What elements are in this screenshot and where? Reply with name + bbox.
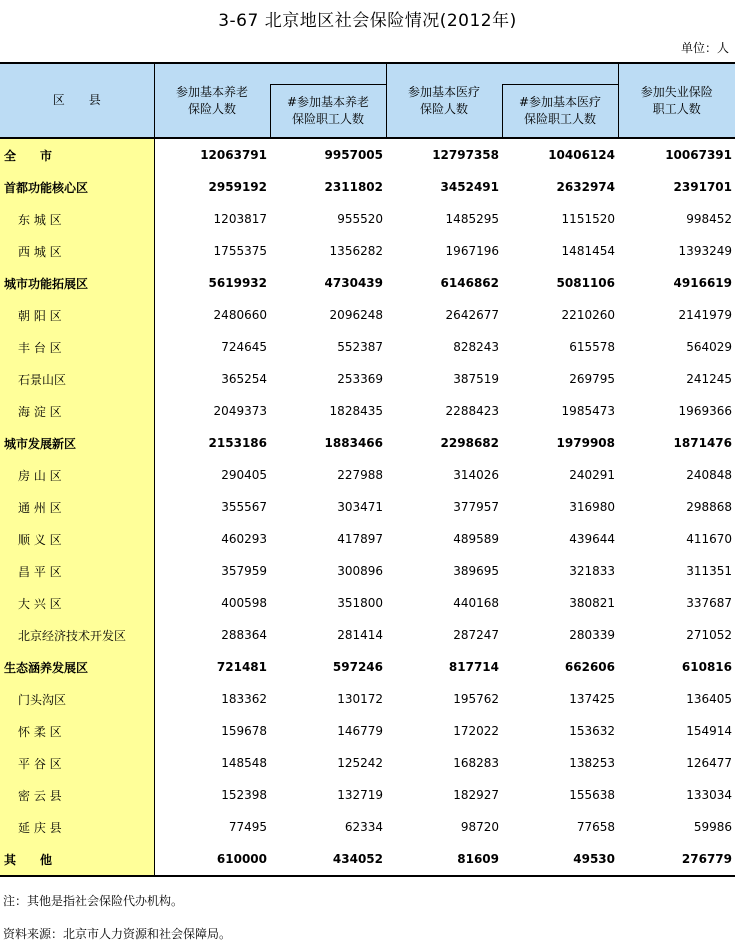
table-row bbox=[0, 331, 735, 363]
pension-workers-count: 597246 bbox=[332, 660, 383, 674]
medical-count: 489589 bbox=[453, 532, 499, 546]
pension-count: 148548 bbox=[221, 756, 267, 770]
pension-count: 12063791 bbox=[200, 148, 267, 162]
unemployment-count: 610816 bbox=[681, 660, 732, 674]
region-name: 顺 义 区 bbox=[0, 523, 154, 555]
medical-workers-count: 439644 bbox=[569, 532, 615, 546]
unemployment-count: 337687 bbox=[686, 596, 732, 610]
table-row bbox=[0, 555, 735, 587]
pension-workers-count: 552387 bbox=[337, 340, 383, 354]
pension-count: 724645 bbox=[221, 340, 267, 354]
medical-workers-count: 1979908 bbox=[556, 436, 615, 450]
pension-workers-count: 1356282 bbox=[329, 244, 383, 258]
region-name: 密 云 县 bbox=[0, 779, 154, 811]
pension-workers-count: 9957005 bbox=[324, 148, 383, 162]
table-row bbox=[0, 683, 735, 715]
pension-workers-count: 303471 bbox=[337, 500, 383, 514]
insurance-table bbox=[0, 62, 735, 877]
region-name: 城市功能拓展区 bbox=[0, 267, 154, 299]
unemployment-count: 241245 bbox=[686, 372, 732, 386]
table-row bbox=[0, 267, 735, 299]
medical-count: 2298682 bbox=[440, 436, 499, 450]
unemployment-count: 998452 bbox=[686, 212, 732, 226]
header-unemployment: 参加失业保险 职工人数 bbox=[618, 63, 735, 138]
unemployment-count: 1969366 bbox=[678, 404, 732, 418]
table-row bbox=[0, 459, 735, 491]
pension-count: 1755375 bbox=[213, 244, 267, 258]
medical-workers-count: 155638 bbox=[569, 788, 615, 802]
pension-count: 2480660 bbox=[213, 308, 267, 322]
region-name: 延 庆 县 bbox=[0, 811, 154, 843]
pension-workers-count: 2311802 bbox=[324, 180, 383, 194]
table-row bbox=[0, 171, 735, 203]
medical-count: 2642677 bbox=[445, 308, 499, 322]
medical-workers-count: 2632974 bbox=[556, 180, 615, 194]
pension-workers-count: 227988 bbox=[337, 468, 383, 482]
medical-workers-count: 1985473 bbox=[561, 404, 615, 418]
header-medical: 参加基本医疗 保险人数 bbox=[386, 63, 502, 138]
medical-workers-count: 1151520 bbox=[561, 212, 615, 226]
table-row bbox=[0, 363, 735, 395]
pension-count: 460293 bbox=[221, 532, 267, 546]
medical-workers-count: 321833 bbox=[569, 564, 615, 578]
pension-workers-count: 132719 bbox=[337, 788, 383, 802]
medical-count: 12797358 bbox=[432, 148, 499, 162]
medical-workers-count: 240291 bbox=[569, 468, 615, 482]
medical-count: 195762 bbox=[453, 692, 499, 706]
table-row bbox=[0, 523, 735, 555]
medical-count: 6146862 bbox=[440, 276, 499, 290]
medical-count: 182927 bbox=[453, 788, 499, 802]
unemployment-count: 10067391 bbox=[665, 148, 732, 162]
medical-workers-count: 10406124 bbox=[548, 148, 615, 162]
pension-count: 610000 bbox=[154, 843, 270, 876]
pension-workers-count: 434052 bbox=[270, 843, 386, 876]
region-name: 生态涵养发展区 bbox=[0, 651, 154, 683]
medical-count: 440168 bbox=[453, 596, 499, 610]
medical-workers-count: 269795 bbox=[569, 372, 615, 386]
medical-count: 389695 bbox=[453, 564, 499, 578]
pension-workers-count: 62334 bbox=[344, 820, 383, 834]
pension-count: 1203817 bbox=[213, 212, 267, 226]
unemployment-count: 1871476 bbox=[673, 436, 732, 450]
unemployment-count: 276779 bbox=[618, 843, 735, 876]
pension-count: 2959192 bbox=[208, 180, 267, 194]
region-name: 城市发展新区 bbox=[0, 427, 154, 459]
table-row bbox=[0, 491, 735, 523]
table-row bbox=[0, 651, 735, 683]
region-name: 平 谷 区 bbox=[0, 747, 154, 779]
medical-count: 98720 bbox=[460, 820, 499, 834]
pension-count: 288364 bbox=[221, 628, 267, 642]
unemployment-count: 240848 bbox=[686, 468, 732, 482]
unemployment-count: 154914 bbox=[686, 724, 732, 738]
pension-count: 365254 bbox=[221, 372, 267, 386]
table-row bbox=[0, 747, 735, 779]
table-row bbox=[0, 779, 735, 811]
table-row bbox=[0, 587, 735, 619]
header-pension: 参加基本养老 保险人数 bbox=[154, 63, 270, 138]
table-row bbox=[0, 843, 735, 876]
medical-count: 2288423 bbox=[445, 404, 499, 418]
pension-workers-count: 955520 bbox=[337, 212, 383, 226]
medical-workers-count: 5081106 bbox=[556, 276, 615, 290]
region-name: 朝 阳 区 bbox=[0, 299, 154, 331]
unemployment-count: 298868 bbox=[686, 500, 732, 514]
table-row bbox=[0, 395, 735, 427]
medical-count: 3452491 bbox=[440, 180, 499, 194]
medical-workers-count: 2210260 bbox=[561, 308, 615, 322]
medical-count: 287247 bbox=[453, 628, 499, 642]
region-name: 门头沟区 bbox=[0, 683, 154, 715]
medical-count: 1485295 bbox=[445, 212, 499, 226]
medical-workers-count: 662606 bbox=[564, 660, 615, 674]
medical-count: 1967196 bbox=[445, 244, 499, 258]
pension-count: 159678 bbox=[221, 724, 267, 738]
unemployment-count: 133034 bbox=[686, 788, 732, 802]
pension-count: 400598 bbox=[221, 596, 267, 610]
unemployment-count: 1393249 bbox=[678, 244, 732, 258]
pension-workers-count: 417897 bbox=[337, 532, 383, 546]
medical-count: 817714 bbox=[448, 660, 499, 674]
pension-count: 721481 bbox=[216, 660, 267, 674]
table-row bbox=[0, 619, 735, 651]
unemployment-count: 59986 bbox=[693, 820, 732, 834]
pension-workers-count: 351800 bbox=[337, 596, 383, 610]
region-name: 全 市 bbox=[0, 138, 154, 171]
medical-workers-count: 380821 bbox=[569, 596, 615, 610]
unemployment-count: 2141979 bbox=[678, 308, 732, 322]
unemployment-count: 136405 bbox=[686, 692, 732, 706]
medical-workers-count: 138253 bbox=[569, 756, 615, 770]
pension-workers-count: 2096248 bbox=[329, 308, 383, 322]
region-name: 西 城 区 bbox=[0, 235, 154, 267]
pension-workers-count: 125242 bbox=[337, 756, 383, 770]
medical-count: 172022 bbox=[453, 724, 499, 738]
unemployment-count: 411670 bbox=[686, 532, 732, 546]
pension-workers-count: 1828435 bbox=[329, 404, 383, 418]
pension-count: 2049373 bbox=[213, 404, 267, 418]
footnote: 注：其他是指社会保险代办机构。 bbox=[3, 894, 184, 908]
unemployment-count: 4916619 bbox=[673, 276, 732, 290]
medical-count: 387519 bbox=[453, 372, 499, 386]
medical-count: 377957 bbox=[453, 500, 499, 514]
unemployment-count: 271052 bbox=[686, 628, 732, 642]
table-row bbox=[0, 715, 735, 747]
header-pension-workers: #参加基本养老 保险职工人数 bbox=[270, 85, 386, 139]
pension-count: 152398 bbox=[221, 788, 267, 802]
region-name: 海 淀 区 bbox=[0, 395, 154, 427]
medical-count: 314026 bbox=[453, 468, 499, 482]
data-source: 资料来源：北京市人力资源和社会保障局。 bbox=[3, 927, 232, 941]
pension-count: 290405 bbox=[221, 468, 267, 482]
pension-workers-count: 1883466 bbox=[324, 436, 383, 450]
pension-workers-count: 4730439 bbox=[324, 276, 383, 290]
pension-workers-count: 281414 bbox=[337, 628, 383, 642]
unemployment-count: 311351 bbox=[686, 564, 732, 578]
table-row bbox=[0, 299, 735, 331]
region-name: 丰 台 区 bbox=[0, 331, 154, 363]
table-row bbox=[0, 138, 735, 171]
pension-workers-count: 300896 bbox=[337, 564, 383, 578]
table-row bbox=[0, 203, 735, 235]
region-name: 通 州 区 bbox=[0, 491, 154, 523]
pension-count: 357959 bbox=[221, 564, 267, 578]
header-region: 区 县 bbox=[0, 63, 154, 138]
table-row bbox=[0, 427, 735, 459]
header-spacer-1 bbox=[270, 63, 386, 85]
region-name: 大 兴 区 bbox=[0, 587, 154, 619]
region-name: 昌 平 区 bbox=[0, 555, 154, 587]
unemployment-count: 2391701 bbox=[673, 180, 732, 194]
pension-workers-count: 253369 bbox=[337, 372, 383, 386]
table-header bbox=[0, 63, 735, 138]
medical-workers-count: 137425 bbox=[569, 692, 615, 706]
unemployment-count: 564029 bbox=[686, 340, 732, 354]
page-title: 3-67 北京地区社会保险情况(2012年) bbox=[218, 11, 517, 31]
table-row bbox=[0, 235, 735, 267]
medical-count: 168283 bbox=[453, 756, 499, 770]
medical-workers-count: 77658 bbox=[576, 820, 615, 834]
medical-workers-count: 280339 bbox=[569, 628, 615, 642]
table-row bbox=[0, 811, 735, 843]
medical-workers-count: 316980 bbox=[569, 500, 615, 514]
table-body bbox=[0, 138, 735, 876]
medical-workers-count: 615578 bbox=[569, 340, 615, 354]
pension-count: 5619932 bbox=[208, 276, 267, 290]
region-name: 房 山 区 bbox=[0, 459, 154, 491]
medical-count: 828243 bbox=[453, 340, 499, 354]
region-name: 东 城 区 bbox=[0, 203, 154, 235]
pension-count: 77495 bbox=[228, 820, 267, 834]
region-name: 首都功能核心区 bbox=[0, 171, 154, 203]
pension-count: 183362 bbox=[221, 692, 267, 706]
pension-workers-count: 130172 bbox=[337, 692, 383, 706]
pension-workers-count: 146779 bbox=[337, 724, 383, 738]
header-medical-workers: #参加基本医疗 保险职工人数 bbox=[502, 85, 618, 139]
header-spacer-2 bbox=[502, 63, 618, 85]
pension-count: 355567 bbox=[221, 500, 267, 514]
unemployment-count: 126477 bbox=[686, 756, 732, 770]
medical-workers-count: 153632 bbox=[569, 724, 615, 738]
unit-label: 单位：人 bbox=[680, 41, 729, 55]
region-name: 其 他 bbox=[0, 843, 154, 876]
region-name: 石景山区 bbox=[0, 363, 154, 395]
region-name: 北京经济技术开发区 bbox=[0, 619, 154, 651]
medical-workers-count: 49530 bbox=[502, 843, 618, 876]
medical-count: 81609 bbox=[386, 843, 502, 876]
pension-count: 2153186 bbox=[208, 436, 267, 450]
medical-workers-count: 1481454 bbox=[561, 244, 615, 258]
region-name: 怀 柔 区 bbox=[0, 715, 154, 747]
